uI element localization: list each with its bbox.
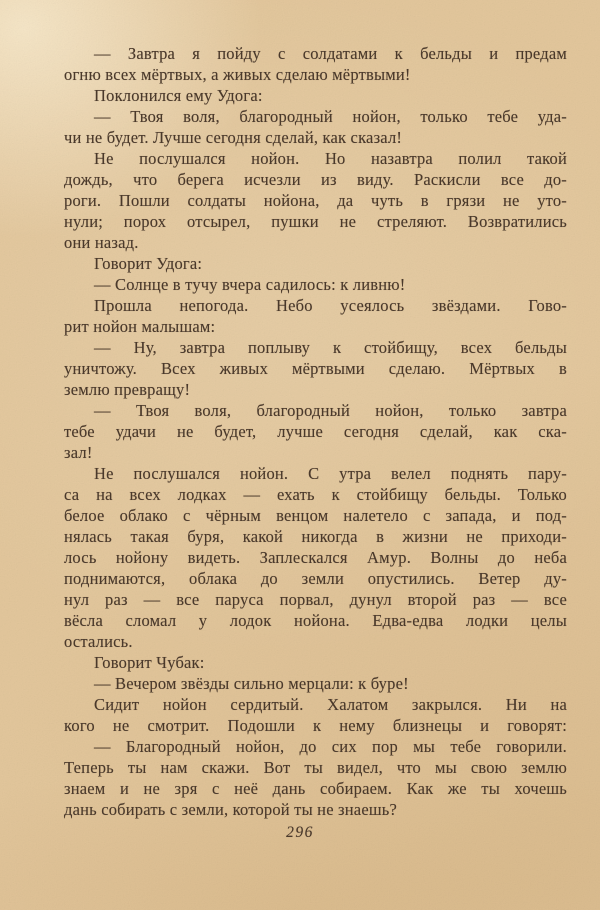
text-line: Не послушался нойон. С утра велел поднять пару- bbox=[94, 464, 567, 483]
text-line: — Вечером звёзды сильно мерцали: к буре! bbox=[94, 674, 409, 693]
text-line: Теперь ты нам скажи. Вот ты видел, что мы свою землю bbox=[64, 758, 567, 777]
text-line: Не послушался нойон. Но назавтра полил такой bbox=[94, 149, 567, 168]
text-line: — Твоя воля, благородный нойон, только тебе уда- bbox=[94, 107, 567, 126]
text-line: — Твоя воля, благородный нойон, только завтра bbox=[94, 401, 567, 420]
text-line: Говорит Удога: bbox=[94, 254, 203, 273]
text-line: — Ну, завтра поплыву к стойбищу, всех бельды bbox=[94, 338, 567, 357]
text-line: — Благородный нойон, до сих пор мы тебе говорили. bbox=[94, 737, 567, 756]
text-line: роги. Пошли солдаты нойона, да чуть в грязи не уто- bbox=[64, 191, 567, 210]
text-line: землю превращу! bbox=[64, 380, 191, 399]
text-line: нул раз — все паруса порвал, дунул второй раз — все bbox=[64, 590, 567, 609]
text-line: поднимаются, облака до земли опустились. Ветер ду- bbox=[64, 569, 567, 588]
text-line: — Завтра я пойду с солдатами к бельды и предам bbox=[94, 44, 567, 63]
body-text bbox=[64, 43, 567, 820]
text-line: зал! bbox=[64, 443, 93, 462]
text-line: Прошла непогода. Небо усеялось звёздами. Гово- bbox=[94, 296, 567, 315]
text-line: Говорит Чубак: bbox=[94, 653, 205, 672]
text-line: нули; порох отсырел, пушки не стреляют. Возвратились bbox=[64, 212, 567, 231]
text-line: уничтожу. Всех живых мёртвыми сделаю. Мёртвых в bbox=[64, 359, 567, 378]
text-line: дождь, что берега исчезли из виду. Раскисли все до- bbox=[64, 170, 567, 189]
text-line: — Солнце в тучу вчера садилось: к ливню! bbox=[94, 275, 406, 294]
text-line: огню всех мёртвых, а живых сделаю мёртвыми! bbox=[64, 65, 411, 84]
text-line: белое облако с чёрным венцом налетело с запада, и под- bbox=[64, 506, 567, 525]
text-line: знаем и не зря с неё дань собираем. Как же ты хочешь bbox=[64, 779, 567, 798]
text-line: тебе удачи не будет, лучше сегодня сделай, как ска- bbox=[64, 422, 567, 441]
text-line: чи не будет. Лучше сегодня сделай, как сказал! bbox=[64, 128, 403, 147]
text-line: Поклонился ему Удога: bbox=[94, 86, 263, 105]
text-line: они назад. bbox=[64, 233, 139, 252]
text-line: Сидит нойон сердитый. Халатом закрылся. Ни на bbox=[94, 695, 567, 714]
page-number: 296 bbox=[286, 824, 314, 841]
text-line: нялась такая буря, какой никогда в жизни не приходи- bbox=[64, 527, 567, 546]
text-line: кого не смотрит. Подошли к нему близнецы и говорят: bbox=[64, 716, 567, 735]
text-line: рит нойон малышам: bbox=[64, 317, 216, 336]
text-line: са на всех лодках — ехать к стойбищу бельды. Только bbox=[64, 485, 567, 504]
text-line: лось нойону видеть. Заплескался Амур. Волны до неба bbox=[64, 548, 567, 567]
text-line: остались. bbox=[64, 632, 133, 651]
text-line: вёсла сломал у лодок нойона. Едва-едва лодки целы bbox=[64, 611, 567, 630]
text-line: дань собирать с земли, которой ты не знаешь? bbox=[64, 800, 398, 819]
